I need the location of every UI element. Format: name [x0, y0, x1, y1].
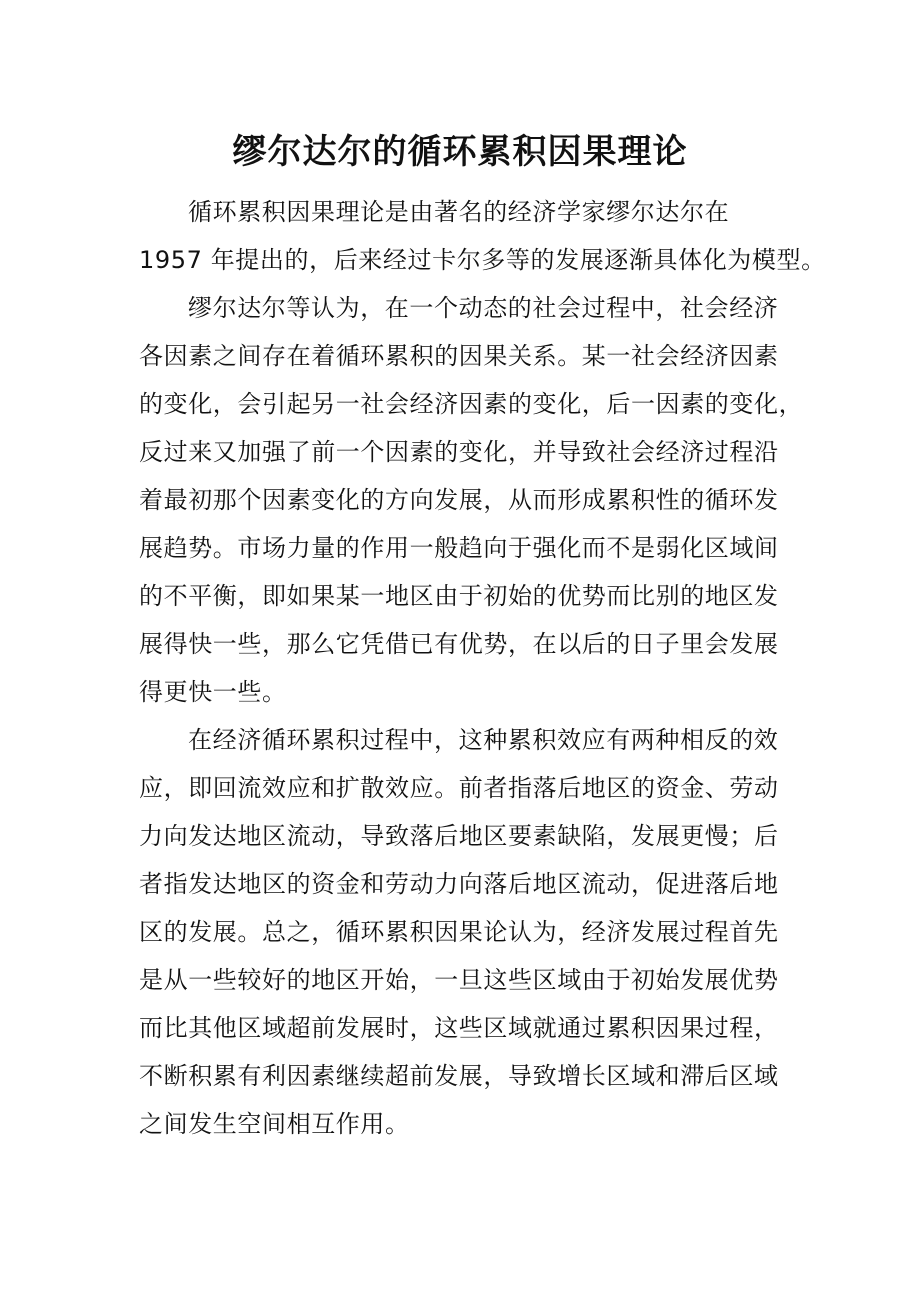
- paragraph-2-line-6: 展趋势。市场力量的作用一般趋向于强化而不是弱化区域间: [139, 534, 779, 562]
- paragraph-3-line-4: 者指发达地区的资金和劳动力向落后地区流动，促进落后地: [139, 870, 779, 898]
- paragraph-3-line-6: 是从一些较好的地区开始，一旦这些区域由于初始发展优势: [139, 966, 779, 994]
- paragraph-2-line-9: 得更快一些。: [139, 678, 287, 706]
- paragraph-3-line-9: 之间发生空间相互作用。: [139, 1110, 410, 1138]
- paragraph-2-line-7: 的不平衡，即如果某一地区由于初始的优势而比别的地区发: [139, 582, 779, 610]
- paragraph-2-line-8: 展得快一些，那么它凭借已有优势，在以后的日子里会发展: [139, 630, 779, 658]
- paragraph-2-line-2: 各因素之间存在着循环累积的因果关系。某一社会经济因素: [139, 342, 779, 370]
- paragraph-3-line-2: 应，即回流效应和扩散效应。前者指落后地区的资金、劳动: [139, 774, 779, 802]
- paragraph-2-line-1: 缪尔达尔等认为，在一个动态的社会过程中，社会经济: [188, 294, 779, 322]
- paragraph-3-line-5: 区的发展。总之，循环累积因果论认为，经济发展过程首先: [139, 918, 779, 946]
- paragraph-2-line-4: 反过来又加强了前一个因素的变化，并导致社会经济过程沿: [139, 438, 779, 466]
- paragraph-2-line-5: 着最初那个因素变化的方向发展，从而形成累积性的循环发: [139, 486, 779, 514]
- paragraph-3-line-7: 而比其他区域超前发展时，这些区域就通过累积因果过程，: [139, 1014, 779, 1042]
- paragraph-3-line-1: 在经济循环累积过程中，这种累积效应有两种相反的效: [188, 726, 779, 754]
- paragraph-2-line-3: 的变化，会引起另一社会经济因素的变化，后一因素的变化，: [139, 390, 804, 418]
- paragraph-1-line-2: 1957 年提出的，后来经过卡尔多等的发展逐渐具体化为模型。: [139, 246, 826, 274]
- paragraph-3-line-8: 不断积累有利因素继续超前发展，导致增长区域和滞后区域: [139, 1062, 779, 1090]
- paragraph-1-line-1: 循环累积因果理论是由著名的经济学家缪尔达尔在: [188, 198, 730, 226]
- paragraph-3-line-3: 力向发达地区流动，导致落后地区要素缺陷，发展更慢；后: [139, 822, 779, 850]
- document-title: 缪尔达尔的循环累积因果理论: [232, 132, 688, 172]
